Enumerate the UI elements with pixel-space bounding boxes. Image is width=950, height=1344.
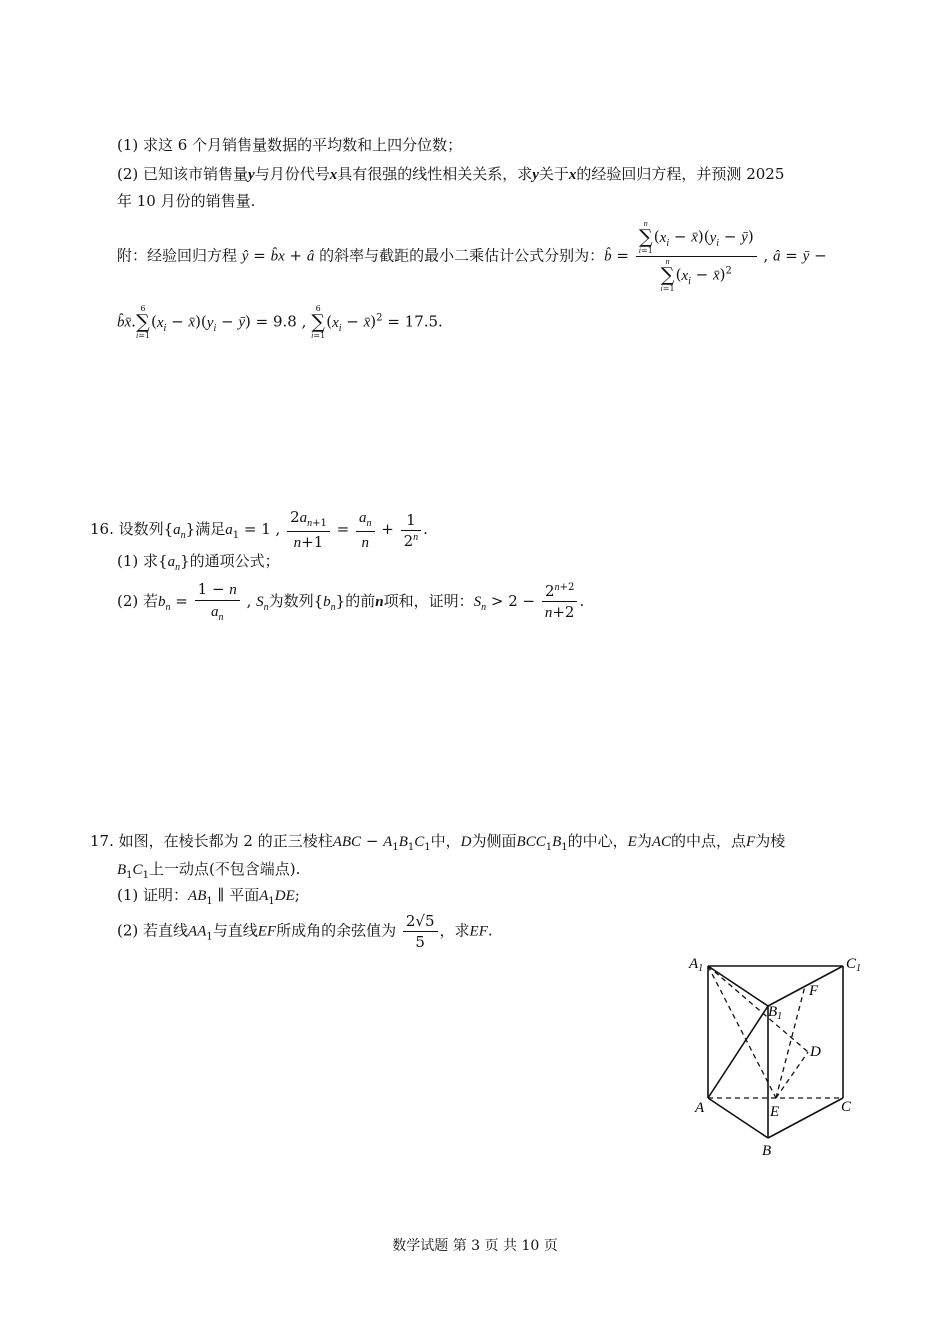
page-footer (0, 1238, 950, 1255)
label-E: E (770, 1104, 780, 1120)
slope-fraction: n ∑ i=1 ($x_i$ − $x̄)(y_i$ − ȳ) n ∑ i=1 ($x_i$ − x̄)$^2$ (636, 220, 757, 293)
label-A1: $A_1$ (689, 956, 704, 974)
prism-figure (686, 950, 876, 1160)
q16-part2: (2) 若$b_n$ = $\frac{1 - n}{a_n}$ , $S_n$为数列$\{b_n\}$的前n项和，证明：$S_n > 2$ − $\frac{2^{n+2}}{n+2}$ . (117, 580, 585, 623)
label-A: A (695, 1100, 705, 1116)
label-F: F (809, 983, 819, 999)
label-C: C (841, 1099, 852, 1115)
label-C1: $C_1$ (846, 956, 862, 974)
q15-part1: (1) 求这 6 个月销售量数据的平均数和上四分位数； (117, 136, 463, 154)
q15-part2: (2) 已知该市销售量y与月份代号x具有很强的线性相关关系，求y关于x的经验回归方程，并预测 2025 (117, 165, 785, 183)
q17-stem-line2: $B_1C_1$上一动点(不包含端点). (117, 860, 301, 881)
q15-appendix-formula: 附：经验回归方程 ŷ = b̂x + â 的斜率与截距的最小二乘估计公式分别为：b̂ = n ∑ i=1 ($x_i$ − $x̄)(y_i$ − ȳ) n ∑ i=1 ($x_i$ − x̄)$^2$ , â = ȳ − (117, 219, 827, 293)
q16-part1: (1) 求$\{a_n\}$的通项公式； (117, 552, 280, 573)
q16-stem: 16. 设数列$\{a_n\}$满足$a_1 = 1$ , $\frac{2a_{n+1}}{n+1}$ = $\frac{a_n}{n}$ + $\frac{1}{2^n}$ . (90, 508, 428, 551)
q17-part1: (1) 证明：$AB_1$ ∥ 平面$A_1DE$; (117, 886, 300, 907)
q17-stem-line1: 17. 如图，在棱长都为 2 的正三棱柱ABC − $A_1B_1C_1$中，D为侧面$BCC_1B_1$的中心，E为AC的中点，点F为棱 (90, 832, 786, 853)
label-B: B (762, 1143, 772, 1159)
label-D: D (810, 1044, 821, 1060)
footer-subject: 数学试题 (392, 1238, 449, 1254)
footer-page: 第 3 页 共 10 页 (452, 1238, 558, 1254)
q15-appendix-values: b̂x̄. 6 ∑ i=1 ($x_i$ − $x̄)(y_i$ − ȳ) = 9.8 , 6 ∑ i=1 ($x_i$ − x̄)$^2$ = 17.5. (117, 304, 443, 340)
q15-part2-line2: 年 10 月份的销售量. (117, 192, 256, 210)
label-B1: $B_1$ (768, 1004, 783, 1022)
q17-part2: (2) 若直线$AA_1$与直线EF所成角的余弦值为 $\frac{2√5}{5}$ ，求EF. (117, 912, 493, 951)
